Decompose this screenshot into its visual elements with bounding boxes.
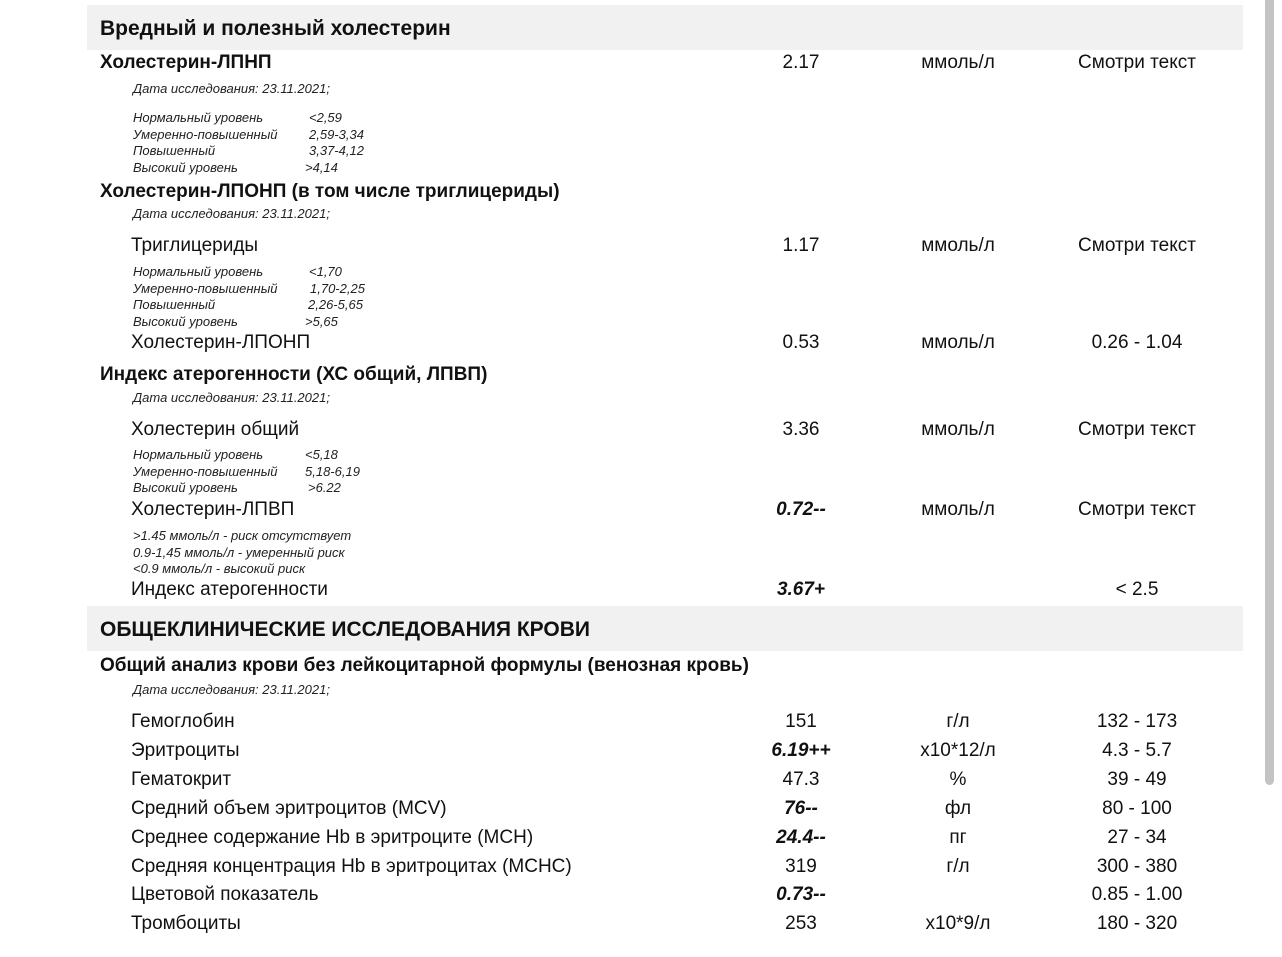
test-reference: 0.85 - 1.00 (1091, 884, 1183, 906)
test-value: 151 (785, 711, 817, 732)
test-name: Холестерин-ЛПОНП (131, 332, 311, 353)
test-name: Эритроциты (131, 739, 240, 761)
test-name: Холестерин общий (131, 419, 300, 440)
test-unit: фл (944, 797, 972, 819)
table-row (0, 738, 1282, 764)
result-row-hdl (0, 497, 1282, 523)
study-date: Дата исследования: 23.11.2021; (133, 682, 330, 697)
test-value: 3.67+ (776, 579, 826, 600)
test-value: 0.72-- (776, 499, 826, 520)
test-reference: Смотри текст (1078, 419, 1196, 440)
test-reference: < 2.5 (1115, 579, 1159, 600)
test-unit: г/л (946, 855, 970, 877)
test-value: 76-- (784, 797, 818, 819)
test-name: Триглицериды (131, 235, 259, 256)
test-name: Средний объем эритроцитов (MCV) (131, 797, 447, 819)
table-row (0, 709, 1282, 735)
table-row (0, 882, 1282, 908)
test-unit: ммоль/л (921, 235, 995, 256)
test-reference: 80 - 100 (1102, 797, 1172, 819)
risk-note: >1.45 ммоль/л - риск отсутствует (133, 528, 352, 543)
test-value: 253 (785, 913, 817, 935)
test-name: Холестерин-ЛПНП (100, 52, 272, 73)
test-reference: 132 - 173 (1096, 711, 1178, 732)
result-row-triglycerides (0, 233, 1282, 259)
test-name: Индекс атерогенности (131, 579, 328, 600)
section-title: ОБЩЕКЛИНИЧЕСКИЕ ИССЛЕДОВАНИЯ КРОВИ (100, 618, 590, 641)
result-row-vldl (0, 330, 1282, 356)
test-reference: Смотри текст (1078, 235, 1196, 256)
test-unit: г/л (946, 711, 970, 732)
test-reference: 180 - 320 (1096, 913, 1178, 935)
result-row-total-cholesterol (0, 417, 1282, 443)
table-row (0, 825, 1282, 851)
vertical-scrollbar[interactable] (1265, 0, 1274, 785)
hdl-risk-notes (133, 528, 351, 578)
test-reference: 300 - 380 (1096, 855, 1178, 877)
test-unit: ммоль/л (921, 419, 995, 440)
result-row-atherogenic-index (0, 577, 1282, 603)
study-date: Дата исследования: 23.11.2021; (133, 206, 330, 221)
test-unit: % (949, 768, 967, 790)
table-row (0, 796, 1282, 822)
test-name: Гемоглобин (131, 711, 235, 732)
table-row (0, 911, 1282, 937)
test-reference: 4.3 - 5.7 (1102, 739, 1172, 761)
test-value: 2.17 (782, 52, 820, 73)
test-unit: x10*12/л (920, 739, 996, 761)
test-name: Гематокрит (131, 768, 232, 790)
test-value: 0.53 (782, 332, 820, 353)
test-reference: Смотри текст (1078, 499, 1196, 520)
risk-note: 0.9-1,45 ммоль/л - умеренный риск (133, 544, 345, 560)
test-reference: 27 - 34 (1107, 826, 1167, 848)
test-reference: 0.26 - 1.04 (1091, 332, 1183, 353)
test-value: 6.19++ (771, 739, 831, 761)
section-title: Вредный и полезный холестерин (100, 17, 451, 40)
test-name: Тромбоциты (131, 913, 241, 935)
test-value: 3.36 (782, 419, 820, 440)
test-value: 319 (785, 855, 817, 877)
test-reference: Смотри текст (1078, 52, 1196, 73)
test-unit: x10*9/л (925, 913, 991, 935)
test-unit: пг (949, 826, 967, 848)
group-title-vldl: Холестерин-ЛПОНП (в том числе триглицериды) (100, 181, 560, 202)
test-name: Холестерин-ЛПВП (131, 499, 295, 520)
test-value: 47.3 (782, 768, 820, 790)
result-row-ldl (0, 50, 1282, 76)
test-unit: ммоль/л (921, 499, 995, 520)
test-value: 24.4-- (776, 826, 826, 848)
study-date: Дата исследования: 23.11.2021; (133, 390, 330, 405)
test-unit: ммоль/л (921, 332, 995, 353)
group-title-cbc: Общий анализ крови без лейкоцитарной формулы (венозная кровь) (100, 655, 749, 676)
group-title-atherogenic: Индекс атерогенности (ХС общий, ЛПВП) (100, 364, 488, 385)
table-row (0, 854, 1282, 880)
test-reference: 39 - 49 (1107, 768, 1167, 790)
risk-note: <0.9 ммоль/л - высокий риск (133, 561, 306, 576)
test-name: Цветовой показатель (131, 884, 319, 906)
test-unit: ммоль/л (921, 52, 995, 73)
test-name: Средняя концентрация Hb в эритроцитах (MCHC) (131, 855, 572, 877)
test-name: Среднее содержание Hb в эритроците (MCH) (131, 826, 534, 848)
study-date: Дата исследования: 23.11.2021; (133, 81, 330, 96)
test-value: 1.17 (782, 235, 820, 256)
table-row (0, 767, 1282, 793)
test-value: 0.73-- (776, 884, 826, 906)
